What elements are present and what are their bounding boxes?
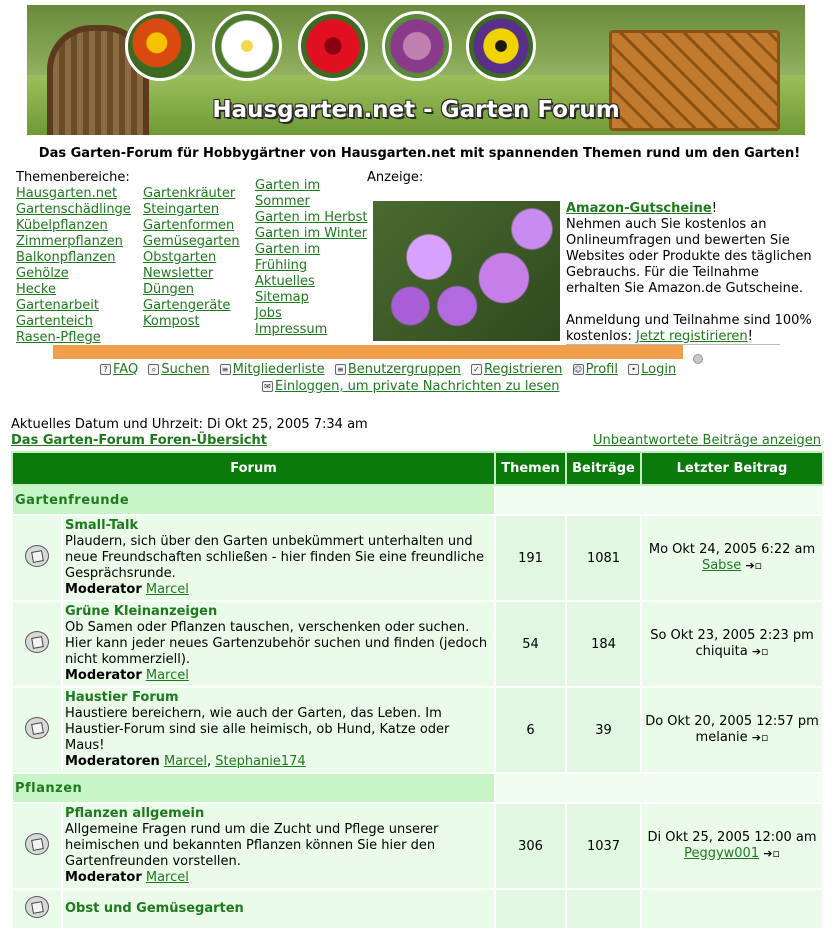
forum-description-cell bbox=[62, 515, 495, 601]
goto-last-post-icon[interactable]: ➔▫ bbox=[751, 731, 769, 744]
forum-posts-count: 184 bbox=[566, 601, 641, 687]
header-forum: Forum bbox=[12, 452, 495, 485]
forum-table-header bbox=[12, 452, 823, 485]
header-last-post: Letzter Beitrag bbox=[641, 452, 823, 485]
nav-login-pm-link[interactable]: Einloggen, um private Nachrichten zu lesen bbox=[275, 379, 560, 394]
forum-status-cell bbox=[12, 803, 62, 889]
category-filler bbox=[495, 485, 823, 515]
forum-row bbox=[12, 687, 823, 773]
theme-link[interactable]: Garten im Sommer bbox=[255, 178, 321, 209]
nav-login[interactable] bbox=[628, 362, 676, 377]
forum-title-link[interactable]: Grüne Kleinanzeigen bbox=[65, 604, 218, 619]
moderator-label: Moderator bbox=[65, 582, 142, 597]
nav-faq[interactable] bbox=[100, 362, 138, 377]
theme-links-column-2 bbox=[143, 186, 240, 330]
ad-title-exclamation: ! bbox=[711, 201, 717, 216]
header-banner[interactable] bbox=[27, 5, 805, 135]
forum-title-link[interactable]: Pflanzen allgemein bbox=[65, 806, 205, 821]
dahlia-image bbox=[212, 11, 282, 81]
forum-description: Haustiere bereichern, wie auch der Garten, das Leben. Im Haustier-Forum sind sie alle heimisch, ob Hund, Katze oder Maus! bbox=[65, 706, 450, 753]
last-post-date: Di Okt 25, 2005 12:00 am bbox=[647, 830, 817, 845]
forum-last-post-cell bbox=[641, 515, 823, 601]
theme-link[interactable]: Gartenkräuter bbox=[143, 186, 236, 201]
main-nav bbox=[100, 362, 740, 377]
forum-status-cell bbox=[12, 889, 62, 929]
theme-link[interactable]: Gartenteich bbox=[16, 314, 93, 329]
theme-link[interactable]: Rasen-Pflege bbox=[16, 330, 101, 345]
forum-posts-count: 39 bbox=[566, 687, 641, 773]
site-tagline: Das Garten-Forum für Hobbygärtner von Hausgarten.net mit spannenden Themen rund um den Garten! bbox=[38, 146, 801, 161]
forum-row bbox=[12, 889, 823, 929]
theme-link[interactable]: Garten im Frühling bbox=[255, 242, 321, 273]
moderator-link[interactable]: Stephanie174 bbox=[215, 754, 306, 769]
theme-link[interactable]: Newsletter bbox=[143, 266, 214, 281]
goto-last-post-icon[interactable]: ➔▫ bbox=[751, 645, 769, 658]
forum-description-cell bbox=[62, 803, 495, 889]
forum-row bbox=[12, 803, 823, 889]
themes-label: Themenbereiche: bbox=[16, 170, 130, 185]
theme-links-column-1 bbox=[16, 186, 131, 346]
last-post-user: melanie bbox=[695, 730, 748, 745]
theme-link[interactable]: Kübelpflanzen bbox=[16, 218, 108, 233]
forum-index-link[interactable]: Das Garten-Forum Foren-Übersicht bbox=[11, 433, 268, 448]
usergroups-icon: ≡ bbox=[335, 364, 346, 375]
ad-title-link[interactable]: Amazon-Gutscheine bbox=[566, 201, 712, 216]
rose-image bbox=[298, 11, 368, 81]
nav-search-link[interactable]: Suchen bbox=[161, 362, 210, 377]
ad-strip[interactable] bbox=[53, 345, 683, 359]
theme-link[interactable]: Balkonpflanzen bbox=[16, 250, 116, 265]
nav-members[interactable] bbox=[220, 362, 325, 377]
profile-icon: ☺ bbox=[573, 365, 583, 374]
category-row bbox=[12, 773, 823, 803]
forum-title-link[interactable]: Haustier Forum bbox=[65, 690, 179, 705]
forum-topics-count: 54 bbox=[495, 601, 566, 687]
ad-register-link[interactable]: Jetzt registirieren bbox=[635, 329, 748, 344]
forum-description-cell: Haustier Forum Haustiere bereichern, wie auch der Garten, das Leben. Im Haustier-Forum sind sie alle heimisch, ob Hund, Katze oder Maus! Moderatoren Marcel, Stephanie174 bbox=[62, 687, 495, 773]
theme-link[interactable]: Sitemap bbox=[255, 290, 309, 305]
theme-link[interactable]: Gemüsegarten bbox=[143, 234, 240, 249]
memberlist-icon: ≡ bbox=[220, 364, 231, 375]
nav-profile-link[interactable]: Profil bbox=[585, 362, 618, 377]
private-messages-icon: ✉ bbox=[262, 381, 273, 392]
nav-groups-link[interactable]: Benutzergruppen bbox=[347, 362, 461, 377]
theme-link[interactable]: Hausgarten.net bbox=[16, 186, 118, 201]
forum-last-post-cell bbox=[641, 803, 823, 889]
theme-link[interactable]: Obstgarten bbox=[143, 250, 217, 265]
forum-last-post-cell bbox=[641, 601, 823, 687]
last-post-user-link[interactable]: Peggyw001 bbox=[684, 846, 760, 861]
forum-status-cell bbox=[12, 515, 62, 601]
register-icon: ✓ bbox=[471, 364, 482, 375]
forum-last-post-cell bbox=[641, 889, 823, 929]
forum-row bbox=[12, 515, 823, 601]
forum-posts-count bbox=[566, 889, 641, 929]
forum-description: Allgemeine Fragen rund um die Zucht und Pflege unserer heimischen und bekannten Pflanzen können Sie hier den Gartenfreunden vorstellen. bbox=[65, 822, 439, 869]
theme-link[interactable]: Aktuelles bbox=[255, 274, 315, 289]
current-datetime: Aktuelles Datum und Uhrzeit: Di Okt 25, 2005 7:34 am bbox=[11, 417, 368, 432]
forum-table-body bbox=[12, 485, 823, 929]
last-post-date: Do Okt 20, 2005 12:57 pm bbox=[645, 714, 819, 729]
ad-link-suffix: ! bbox=[747, 329, 753, 344]
moderator-link[interactable]: Marcel bbox=[145, 870, 189, 885]
forum-posts-count: 1037 bbox=[566, 803, 641, 889]
category-title[interactable]: Pflanzen bbox=[12, 773, 495, 803]
theme-link[interactable]: Gartenschädlinge bbox=[16, 202, 131, 217]
category-row bbox=[12, 485, 823, 515]
pansy-image bbox=[466, 11, 536, 81]
forum-description-cell bbox=[62, 889, 495, 929]
header-posts: Beiträge bbox=[566, 452, 641, 485]
forum-folder-icon bbox=[25, 833, 49, 855]
forum-topics-count: 6 bbox=[495, 687, 566, 773]
faq-icon: ? bbox=[100, 364, 111, 375]
forum-folder-icon bbox=[25, 545, 49, 567]
moderator-label: Moderator bbox=[65, 870, 142, 885]
theme-link[interactable]: Zimmerpflanzen bbox=[16, 234, 123, 249]
forum-description-cell bbox=[62, 601, 495, 687]
forum-posts-count: 1081 bbox=[566, 515, 641, 601]
forum-folder-icon bbox=[25, 631, 49, 653]
theme-link[interactable]: Gartengeräte bbox=[143, 298, 231, 313]
nav-register[interactable] bbox=[471, 362, 562, 377]
forum-description: Plaudern, sich über den Garten unbekümmert unterhalten und neue Freundschaften schließen - hier finden Sie eine freundliche Gesprächsrunde. bbox=[65, 534, 484, 581]
theme-link[interactable]: Gartenarbeit bbox=[16, 298, 99, 313]
nav-faq-link[interactable]: FAQ bbox=[113, 362, 139, 377]
forum-folder-icon bbox=[25, 717, 49, 739]
ad-aster-image[interactable] bbox=[373, 201, 560, 341]
banner-title: Hausgarten.net - Garten Forum bbox=[212, 97, 620, 123]
forum-title-link[interactable]: Obst und Gemüsegarten bbox=[65, 901, 244, 916]
theme-link[interactable]: Kompost bbox=[143, 314, 200, 329]
theme-link[interactable]: Garten im Herbst bbox=[255, 210, 368, 225]
theme-link[interactable]: Impressum bbox=[255, 322, 328, 337]
last-post-date: So Okt 23, 2005 2:23 pm bbox=[650, 628, 814, 643]
theme-link[interactable]: Jobs bbox=[255, 306, 282, 321]
ad-text-block bbox=[566, 201, 816, 345]
forum-table bbox=[11, 451, 824, 930]
forum-row bbox=[12, 601, 823, 687]
nav-groups[interactable] bbox=[335, 362, 461, 377]
ad-body: Nehmen auch Sie kostenlos an Onlineumfragen und bewerten Sie Websites oder Produkte des täglichen Gebrauchs. Für die Teilnahme erhalten Sie Amazon.de Gutscheine. bbox=[566, 217, 812, 296]
nav-register-link[interactable]: Registrieren bbox=[483, 362, 563, 377]
tulip-image bbox=[125, 11, 195, 81]
moderator-link[interactable]: Marcel bbox=[145, 582, 189, 597]
last-post-user: chiquita bbox=[695, 644, 748, 659]
nav-search[interactable] bbox=[148, 362, 209, 377]
last-post-user-link[interactable]: Sabse bbox=[701, 558, 742, 573]
forum-topics-count: 306 bbox=[495, 803, 566, 889]
last-post-date: Mo Okt 24, 2005 6:22 am bbox=[648, 542, 816, 557]
moderator-link[interactable]: Marcel bbox=[145, 668, 189, 683]
theme-links-column-3 bbox=[255, 178, 370, 338]
category-filler bbox=[495, 773, 823, 803]
nav-login-pm[interactable] bbox=[262, 379, 559, 394]
goto-last-post-icon[interactable]: ➔▫ bbox=[763, 847, 780, 860]
category-title[interactable]: Gartenfreunde bbox=[12, 485, 495, 515]
forum-status-cell bbox=[12, 601, 62, 687]
forum-description: Ob Samen oder Pflanzen tauschen, verschenken oder suchen. Hier kann jeder neues Gartenzubehör suchen und finden (jedoch nicht kommerziell). bbox=[65, 620, 488, 667]
nav-members-link[interactable]: Mitgliederliste bbox=[232, 362, 325, 377]
moderator-link[interactable]: Marcel bbox=[163, 754, 207, 769]
forum-folder-icon bbox=[25, 896, 49, 918]
forum-topics-count: 191 bbox=[495, 515, 566, 601]
moderator-label: Moderatoren bbox=[65, 754, 160, 769]
forum-last-post-cell bbox=[641, 687, 823, 773]
unanswered-posts-link[interactable]: Unbeantwortete Beiträge anzeigen bbox=[592, 433, 821, 448]
login-icon: • bbox=[628, 364, 639, 375]
nav-login-link[interactable]: Login bbox=[641, 362, 677, 377]
theme-link[interactable]: Gartenformen bbox=[143, 218, 235, 233]
moderator-label: Moderator bbox=[65, 668, 142, 683]
search-icon: ⌕ bbox=[148, 364, 159, 375]
ad-label: Anzeige: bbox=[367, 170, 424, 185]
forum-title-link[interactable]: Small-Talk bbox=[65, 518, 139, 533]
forum-topics-count bbox=[495, 889, 566, 929]
ad-body-2: Anmeldung und Teilnahme sind 100% kostenlos: bbox=[566, 313, 812, 344]
theme-link[interactable]: Steingarten bbox=[143, 202, 220, 217]
theme-link[interactable]: Garten im Winter bbox=[255, 226, 368, 241]
header-topics: Themen bbox=[495, 452, 566, 485]
lilac-image bbox=[382, 11, 452, 81]
theme-link[interactable]: Hecke bbox=[16, 282, 56, 297]
theme-link[interactable]: Düngen bbox=[143, 282, 194, 297]
forum-status-cell bbox=[12, 687, 62, 773]
theme-link[interactable]: Gehölze bbox=[16, 266, 69, 281]
goto-last-post-icon[interactable]: ➔▫ bbox=[745, 559, 763, 572]
nav-profile[interactable] bbox=[573, 362, 618, 377]
